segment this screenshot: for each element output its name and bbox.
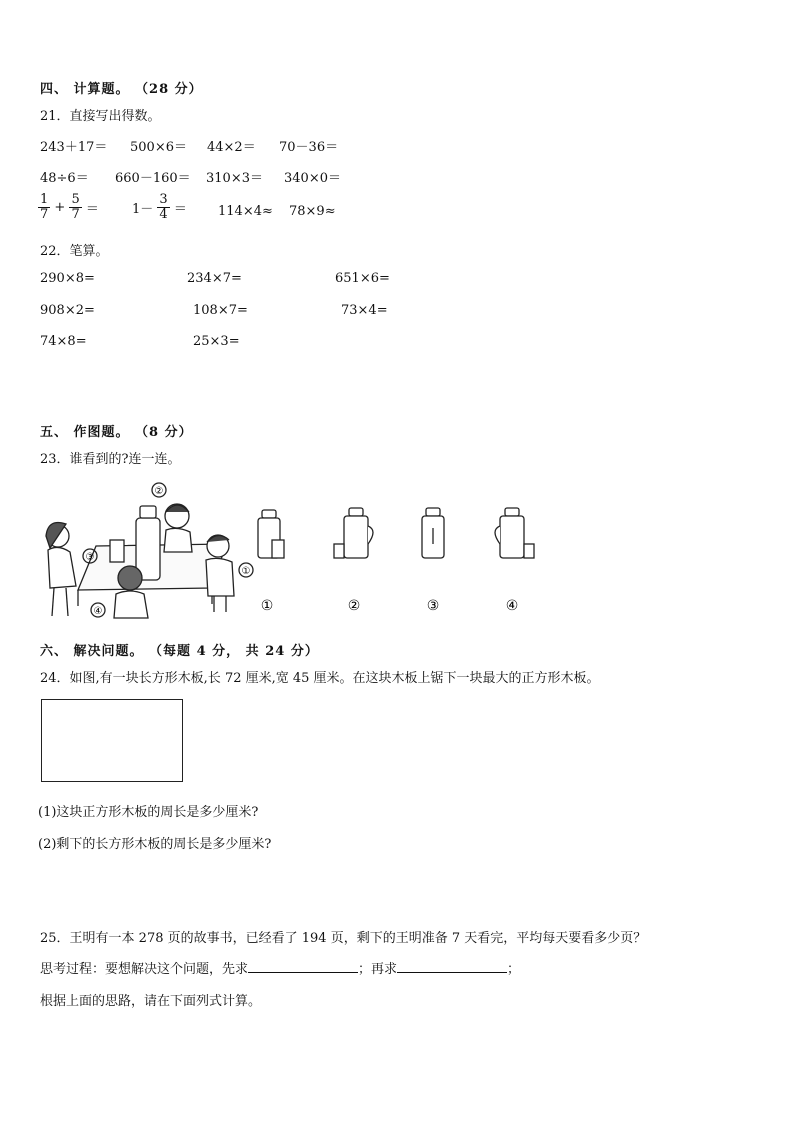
calc-21-8: 340×0＝ (284, 171, 341, 186)
question-23-label: 23．谁看到的?连一连。 (40, 452, 181, 467)
calc-21-one-minus: 1－ $\frac{3}{4}$ ＝ (132, 192, 187, 222)
question-21-label: 21．直接写出得数。 (40, 109, 161, 124)
calc-22-2: 234×7= (187, 271, 242, 286)
calc-21-3: 44×2＝ (207, 140, 256, 155)
section-4-title: 四、 计算题。 （28 分） (40, 82, 203, 97)
calc-21-11: 114×4≈ (218, 204, 273, 219)
view-label-2: ② (347, 598, 361, 614)
question-24-label: 24．如图,有一块长方形木板,长 72 厘米,宽 45 厘米。在这块木板上锯下一块最大的正方形木板。 (40, 671, 600, 686)
view-option-3[interactable] (422, 508, 444, 558)
fraction-1-7: $\frac{1}{7}$ (40, 192, 49, 222)
view-option-2[interactable] (334, 508, 373, 558)
answer-blank-2[interactable] (397, 960, 507, 973)
scene-picture (46, 483, 253, 618)
calc-21-4: 70－36＝ (279, 140, 339, 155)
calc-22-5: 108×7= (193, 303, 248, 318)
question-22-label: 22．笔算。 (40, 244, 109, 259)
answer-blank-1[interactable] (248, 960, 358, 973)
question-24-sub-2: (2)剩下的长方形木板的周长是多少厘米? (38, 837, 272, 852)
section-6-title: 六、 解决问题。 （每题 4 分， 共 24 分） (40, 644, 319, 659)
calc-22-6: 73×4= (341, 303, 388, 318)
view-option-4[interactable] (495, 508, 534, 558)
scene-marker-1: ① (241, 566, 251, 577)
calc-22-8: 25×3= (193, 334, 240, 349)
fraction-5-7: $\frac{5}{7}$ (71, 192, 80, 222)
question-25-thinking: 思考过程：要想解决这个问题，先求 ；再求 ； (40, 962, 521, 977)
calc-22-4: 908×2= (40, 303, 95, 318)
calc-22-3: 651×6= (335, 271, 390, 286)
scene-marker-4: ④ (93, 606, 103, 617)
calc-21-7: 310×3＝ (206, 171, 263, 186)
view-label-3: ③ (426, 598, 440, 614)
calc-21-5: 48÷6＝ (40, 171, 89, 186)
section-5-title: 五、 作图题。 （8 分） (40, 425, 193, 440)
rectangle-board-figure (41, 699, 183, 782)
scene-marker-3: ③ (85, 552, 95, 563)
view-option-1[interactable] (258, 510, 284, 558)
view-label-4: ④ (505, 598, 519, 614)
observation-illustration (36, 478, 556, 628)
view-label-1: ① (260, 598, 274, 614)
calc-21-2: 500×6＝ (130, 140, 187, 155)
question-25-label: 25．王明有一本 278 页的故事书，已经看了 194 页，剩下的王明准备 7 天看完，平均每天要看多少页？ (40, 931, 647, 946)
question-24-sub-1: (1)这块正方形木板的周长是多少厘米? (38, 805, 259, 820)
calc-22-1: 290×8= (40, 271, 95, 286)
fraction-3-4: $\frac{3}{4}$ (159, 192, 168, 222)
calc-22-7: 74×8= (40, 334, 87, 349)
scene-marker-2: ② (154, 486, 164, 497)
calc-21-1: 243＋17＝ (40, 140, 108, 155)
calc-21-12: 78×9≈ (289, 204, 336, 219)
question-25-instruction: 根据上面的思路，请在下面列式计算。 (40, 994, 262, 1009)
calc-21-fraction-sum: $\frac{1}{7}$ + $\frac{5}{7}$ ＝ (40, 192, 99, 222)
calc-21-6: 660－160＝ (115, 171, 191, 186)
